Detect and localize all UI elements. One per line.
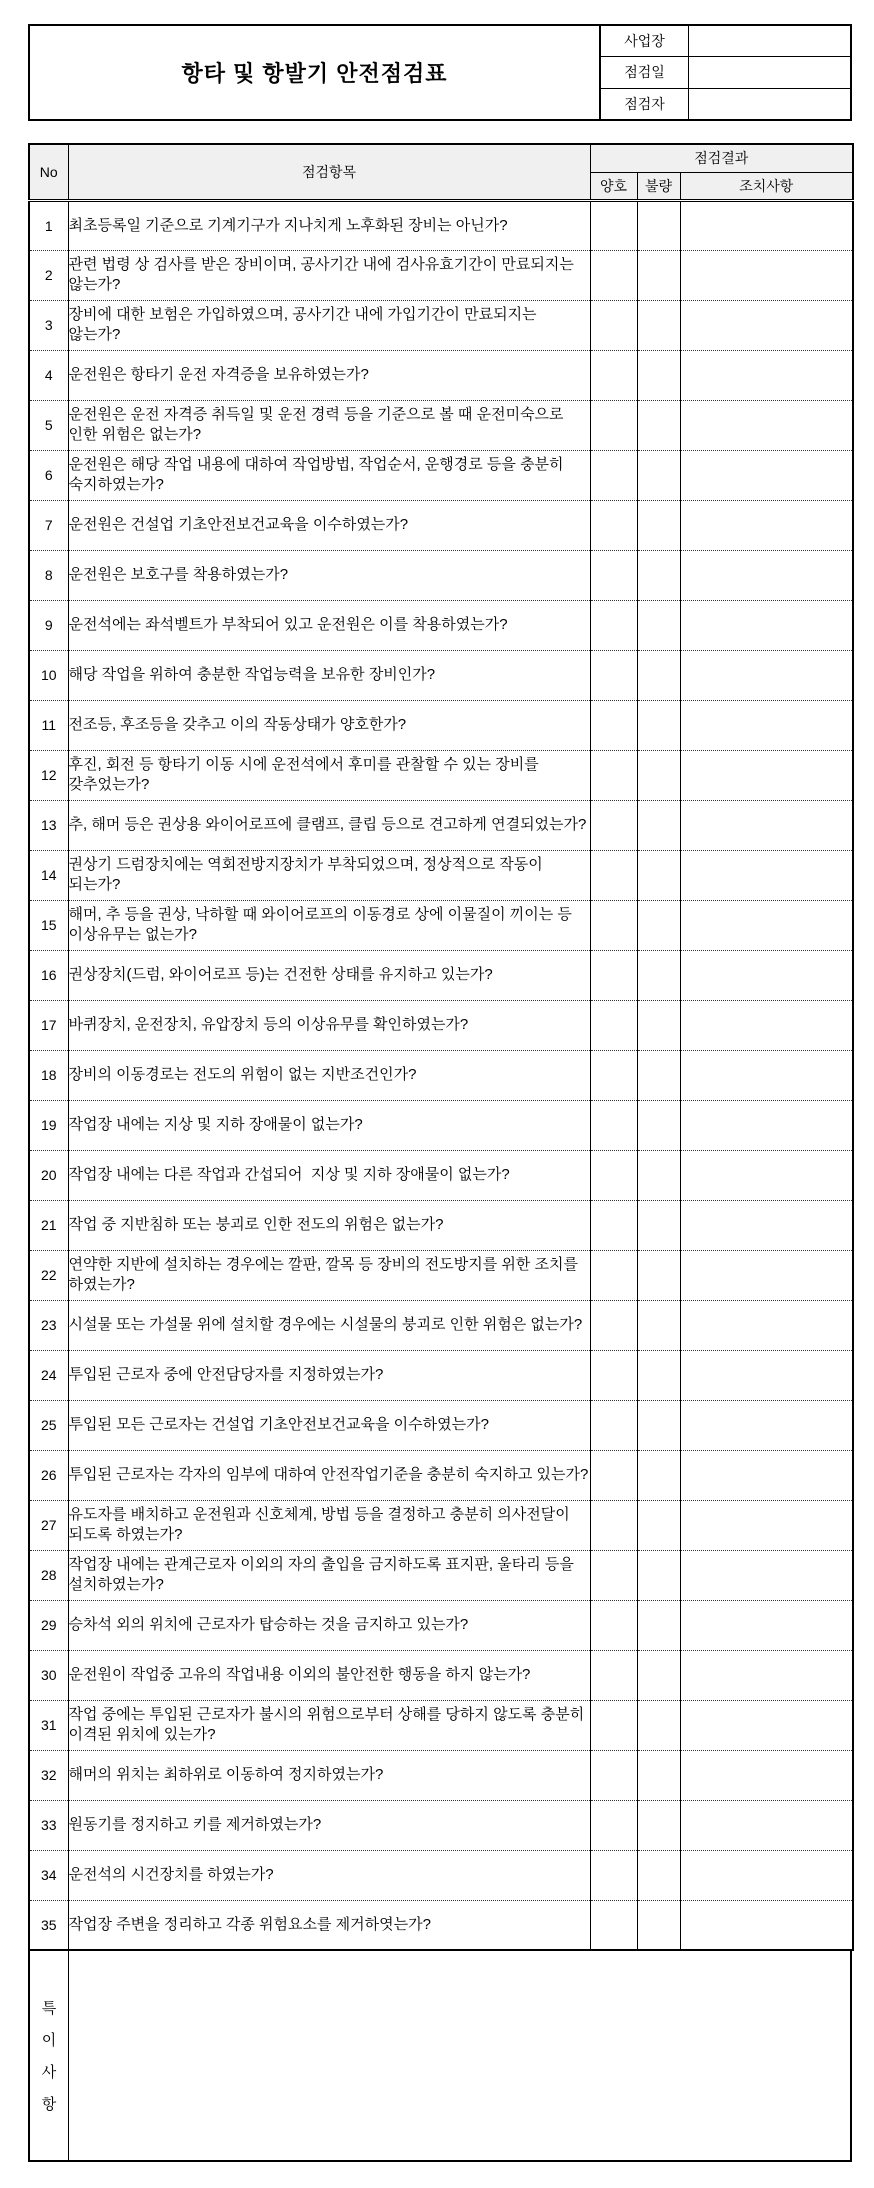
good-cell[interactable] <box>590 800 637 850</box>
checklist-row <box>29 1200 853 1250</box>
action-cell[interactable] <box>680 1500 853 1550</box>
good-cell[interactable] <box>590 1650 637 1700</box>
action-cell[interactable] <box>680 1700 853 1750</box>
good-cell[interactable] <box>590 250 637 300</box>
notes-box <box>28 1951 852 2162</box>
checklist-row <box>29 350 853 400</box>
checklist-row <box>29 600 853 650</box>
action-cell[interactable] <box>680 1350 853 1400</box>
bad-cell[interactable] <box>637 950 680 1000</box>
good-cell[interactable] <box>590 650 637 700</box>
good-cell[interactable] <box>590 300 637 350</box>
bad-cell[interactable] <box>637 700 680 750</box>
row-item: 작업장 내에는 관계근로자 이외의 자의 출입을 금지하도록 표지판, 울타리 등을 설치하였는가? <box>68 1550 590 1600</box>
checklist-row <box>29 750 853 800</box>
inspection-date-field <box>601 57 850 88</box>
row-item: 전조등, 후조등을 갖추고 이의 작동상태가 양호한가? <box>68 700 590 750</box>
good-cell[interactable] <box>590 1050 637 1100</box>
checklist-body <box>29 200 853 1950</box>
row-no: 4 <box>29 350 68 400</box>
bad-cell[interactable] <box>637 1850 680 1900</box>
good-cell[interactable] <box>590 1750 637 1800</box>
row-item: 작업 중 지반침하 또는 붕괴로 인한 전도의 위험은 없는가? <box>68 1200 590 1250</box>
row-no: 7 <box>29 500 68 550</box>
checklist-row <box>29 1600 853 1650</box>
good-cell[interactable] <box>590 1300 637 1350</box>
row-item: 승차석 외의 위치에 근로자가 탑승하는 것을 금지하고 있는가? <box>68 1600 590 1650</box>
action-cell[interactable] <box>680 1800 853 1850</box>
checklist-row <box>29 700 853 750</box>
action-cell[interactable] <box>680 900 853 950</box>
good-cell[interactable] <box>590 1550 637 1600</box>
bad-cell[interactable] <box>637 1350 680 1400</box>
row-no: 33 <box>29 1800 68 1850</box>
checklist-row <box>29 400 853 450</box>
checklist-row <box>29 950 853 1000</box>
checklist-row <box>29 1150 853 1200</box>
row-no: 8 <box>29 550 68 600</box>
notes-label-char: 항 <box>41 2096 57 2113</box>
row-item: 원동기를 정지하고 키를 제거하였는가? <box>68 1800 590 1850</box>
row-no: 1 <box>29 200 68 250</box>
col-action: 조치사항 <box>680 172 853 200</box>
col-item: 점검항목 <box>68 144 590 200</box>
checklist-row <box>29 1250 853 1300</box>
bad-cell[interactable] <box>637 800 680 850</box>
checklist-section <box>28 143 852 2162</box>
action-cell[interactable] <box>680 800 853 850</box>
row-item: 운전원이 작업중 고유의 작업내용 이외의 불안전한 행동을 하지 않는가? <box>68 1650 590 1700</box>
bad-cell[interactable] <box>637 450 680 500</box>
action-cell[interactable] <box>680 650 853 700</box>
row-item: 연약한 지반에 설치하는 경우에는 깔판, 깔목 등 장비의 전도방지를 위한 조치를 하였는가? <box>68 1250 590 1300</box>
action-cell[interactable] <box>680 1050 853 1100</box>
row-item: 운전원은 운전 자격증 취득일 및 운전 경력 등을 기준으로 볼 때 운전미숙으로 인한 위험은 없는가? <box>68 400 590 450</box>
row-item: 작업장 내에는 지상 및 지하 장애물이 없는가? <box>68 1100 590 1150</box>
bad-cell[interactable] <box>637 1500 680 1550</box>
action-cell[interactable] <box>680 1150 853 1200</box>
row-no: 9 <box>29 600 68 650</box>
workplace-label: 사업장 <box>601 26 689 56</box>
good-cell[interactable] <box>590 1800 637 1850</box>
action-cell[interactable] <box>680 1250 853 1300</box>
col-no: No <box>29 144 68 200</box>
bad-cell[interactable] <box>637 1200 680 1250</box>
notes-label-char: 특 <box>41 2000 57 2017</box>
row-no: 17 <box>29 1000 68 1050</box>
good-cell[interactable] <box>590 1450 637 1500</box>
col-bad: 불량 <box>637 172 680 200</box>
row-item: 해머의 위치는 최하위로 이동하여 정지하였는가? <box>68 1750 590 1800</box>
good-cell[interactable] <box>590 1400 637 1450</box>
row-no: 11 <box>29 700 68 750</box>
row-no: 27 <box>29 1500 68 1550</box>
checklist-row <box>29 1800 853 1850</box>
bad-cell[interactable] <box>637 1550 680 1600</box>
bad-cell[interactable] <box>637 1050 680 1100</box>
action-cell[interactable] <box>680 1550 853 1600</box>
good-cell[interactable] <box>590 200 637 250</box>
row-item: 운전원은 보호구를 착용하였는가? <box>68 550 590 600</box>
row-no: 24 <box>29 1350 68 1400</box>
row-no: 3 <box>29 300 68 350</box>
bad-cell[interactable] <box>637 1450 680 1500</box>
bad-cell[interactable] <box>637 600 680 650</box>
checklist-row <box>29 250 853 300</box>
checklist-row <box>29 1900 853 1950</box>
checklist-row <box>29 450 853 500</box>
bad-cell[interactable] <box>637 1750 680 1800</box>
row-no: 19 <box>29 1100 68 1150</box>
row-no: 12 <box>29 750 68 800</box>
row-no: 15 <box>29 900 68 950</box>
row-item: 해당 작업을 위하여 충분한 작업능력을 보유한 장비인가? <box>68 650 590 700</box>
action-cell[interactable] <box>680 400 853 450</box>
bad-cell[interactable] <box>637 900 680 950</box>
checklist-row <box>29 1700 853 1750</box>
bad-cell[interactable] <box>637 1150 680 1200</box>
row-item: 장비의 이동경로는 전도의 위험이 없는 지반조건인가? <box>68 1050 590 1100</box>
col-result-group: 점검결과 <box>590 144 853 172</box>
safety-checklist-table <box>28 143 854 1951</box>
row-item: 해머, 추 등을 권상, 낙하할 때 와이어로프의 이동경로 상에 이물질이 끼이는 등 이상유무는 없는가? <box>68 900 590 950</box>
good-cell[interactable] <box>590 700 637 750</box>
row-no: 23 <box>29 1300 68 1350</box>
workplace-value[interactable] <box>689 26 850 56</box>
action-cell[interactable] <box>680 1450 853 1500</box>
bad-cell[interactable] <box>637 550 680 600</box>
action-cell[interactable] <box>680 1600 853 1650</box>
row-item: 투입된 모든 근로자는 건설업 기초안전보건교육을 이수하였는가? <box>68 1400 590 1450</box>
checklist-row <box>29 1350 853 1400</box>
good-cell[interactable] <box>590 1000 637 1050</box>
action-cell[interactable] <box>680 200 853 250</box>
checklist-row <box>29 1450 853 1500</box>
header-box <box>28 24 852 121</box>
row-item: 운전석에는 좌석벨트가 부착되어 있고 운전원은 이를 착용하였는가? <box>68 600 590 650</box>
good-cell[interactable] <box>590 900 637 950</box>
row-item: 유도자를 배치하고 운전원과 신호체계, 방법 등을 결정하고 충분히 의사전달이 되도록 하였는가? <box>68 1500 590 1550</box>
row-no: 35 <box>29 1900 68 1950</box>
row-item: 투입된 근로자는 각자의 임부에 대하여 안전작업기준을 충분히 숙지하고 있는가? <box>68 1450 590 1500</box>
action-cell[interactable] <box>680 950 853 1000</box>
workplace-field <box>601 26 850 57</box>
row-item: 작업장 주변을 정리하고 각종 위험요소를 제거하엿는가? <box>68 1900 590 1950</box>
row-item: 운전원은 해당 작업 내용에 대하여 작업방법, 작업순서, 운행경로 등을 충분히 숙지하였는가? <box>68 450 590 500</box>
action-cell[interactable] <box>680 450 853 500</box>
bad-cell[interactable] <box>637 200 680 250</box>
checklist-row <box>29 1500 853 1550</box>
row-no: 25 <box>29 1400 68 1450</box>
bad-cell[interactable] <box>637 1600 680 1650</box>
action-cell[interactable] <box>680 1100 853 1150</box>
good-cell[interactable] <box>590 850 637 900</box>
bad-cell[interactable] <box>637 500 680 550</box>
action-cell[interactable] <box>680 350 853 400</box>
checklist-row <box>29 850 853 900</box>
checklist-row <box>29 300 853 350</box>
good-cell[interactable] <box>590 550 637 600</box>
row-no: 13 <box>29 800 68 850</box>
checklist-row <box>29 1750 853 1800</box>
checklist-row <box>29 200 853 250</box>
checklist-row <box>29 1100 853 1150</box>
bad-cell[interactable] <box>637 1650 680 1700</box>
row-item: 작업 중에는 투입된 근로자가 불시의 위험으로부터 상해를 당하지 않도록 충분히 이격된 위치에 있는가? <box>68 1700 590 1750</box>
good-cell[interactable] <box>590 750 637 800</box>
row-no: 22 <box>29 1250 68 1300</box>
good-cell[interactable] <box>590 350 637 400</box>
row-no: 28 <box>29 1550 68 1600</box>
action-cell[interactable] <box>680 1400 853 1450</box>
good-cell[interactable] <box>590 500 637 550</box>
good-cell[interactable] <box>590 1250 637 1300</box>
checklist-row <box>29 1850 853 1900</box>
action-cell[interactable] <box>680 250 853 300</box>
notes-content[interactable] <box>69 1951 850 2160</box>
bad-cell[interactable] <box>637 250 680 300</box>
form-title: 항타 및 항발기 안전점검표 <box>181 61 448 86</box>
good-cell[interactable] <box>590 400 637 450</box>
checklist-row <box>29 1650 853 1700</box>
notes-label-char: 사 <box>41 2064 57 2081</box>
row-item: 장비에 대한 보험은 가입하였으며, 공사기간 내에 가입기간이 만료되지는 않는가? <box>68 300 590 350</box>
row-no: 26 <box>29 1450 68 1500</box>
action-cell[interactable] <box>680 1750 853 1800</box>
row-no: 16 <box>29 950 68 1000</box>
header-fields <box>599 26 850 119</box>
bad-cell[interactable] <box>637 350 680 400</box>
row-item: 운전원은 건설업 기초안전보건교육을 이수하였는가? <box>68 500 590 550</box>
checklist-row <box>29 1000 853 1050</box>
good-cell[interactable] <box>590 1200 637 1250</box>
bad-cell[interactable] <box>637 1400 680 1450</box>
action-cell[interactable] <box>680 700 853 750</box>
col-good: 양호 <box>590 172 637 200</box>
checklist-row <box>29 900 853 950</box>
checklist-row <box>29 650 853 700</box>
bad-cell[interactable] <box>637 1100 680 1150</box>
good-cell[interactable] <box>590 1600 637 1650</box>
good-cell[interactable] <box>590 1700 637 1750</box>
action-cell[interactable] <box>680 1000 853 1050</box>
row-item: 운전석의 시건장치를 하였는가? <box>68 1850 590 1900</box>
bad-cell[interactable] <box>637 1300 680 1350</box>
good-cell[interactable] <box>590 950 637 1000</box>
row-no: 14 <box>29 850 68 900</box>
good-cell[interactable] <box>590 450 637 500</box>
inspection-date-label: 점검일 <box>601 57 689 87</box>
bad-cell[interactable] <box>637 1250 680 1300</box>
checklist-row <box>29 550 853 600</box>
bad-cell[interactable] <box>637 1000 680 1050</box>
bad-cell[interactable] <box>637 400 680 450</box>
inspector-field <box>601 89 850 119</box>
row-item: 후진, 회전 등 항타기 이동 시에 운전석에서 후미를 관찰할 수 있는 장비를 갖추었는가? <box>68 750 590 800</box>
inspector-label: 점검자 <box>601 89 689 119</box>
row-item: 추, 해머 등은 권상용 와이어로프에 클램프, 클립 등으로 견고하게 연결되었는가? <box>68 800 590 850</box>
good-cell[interactable] <box>590 1850 637 1900</box>
bad-cell[interactable] <box>637 750 680 800</box>
good-cell[interactable] <box>590 1500 637 1550</box>
row-item: 운전원은 항타기 운전 자격증을 보유하였는가? <box>68 350 590 400</box>
action-cell[interactable] <box>680 850 853 900</box>
bad-cell[interactable] <box>637 1800 680 1850</box>
checklist-row <box>29 1050 853 1100</box>
action-cell[interactable] <box>680 600 853 650</box>
row-no: 32 <box>29 1750 68 1800</box>
checklist-row <box>29 1300 853 1350</box>
row-item: 권상장치(드럼, 와이어로프 등)는 건전한 상태를 유지하고 있는가? <box>68 950 590 1000</box>
action-cell[interactable] <box>680 500 853 550</box>
good-cell[interactable] <box>590 600 637 650</box>
row-no: 21 <box>29 1200 68 1250</box>
row-no: 29 <box>29 1600 68 1650</box>
row-no: 2 <box>29 250 68 300</box>
row-no: 18 <box>29 1050 68 1100</box>
action-cell[interactable] <box>680 1200 853 1250</box>
good-cell[interactable] <box>590 1100 637 1150</box>
row-no: 10 <box>29 650 68 700</box>
row-item: 바퀴장치, 운전장치, 유압장치 등의 이상유무를 확인하였는가? <box>68 1000 590 1050</box>
checklist-row <box>29 500 853 550</box>
action-cell[interactable] <box>680 1300 853 1350</box>
inspector-value[interactable] <box>689 89 850 119</box>
row-item: 최초등록일 기준으로 기계기구가 지나치게 노후화된 장비는 아닌가? <box>68 200 590 250</box>
action-cell[interactable] <box>680 300 853 350</box>
checklist-row <box>29 800 853 850</box>
bad-cell[interactable] <box>637 1700 680 1750</box>
row-item: 작업장 내에는 다른 작업과 간섭되어 지상 및 지하 장애물이 없는가? <box>68 1150 590 1200</box>
row-no: 5 <box>29 400 68 450</box>
notes-label <box>30 1951 69 2160</box>
good-cell[interactable] <box>590 1900 637 1950</box>
row-no: 30 <box>29 1650 68 1700</box>
action-cell[interactable] <box>680 550 853 600</box>
bad-cell[interactable] <box>637 850 680 900</box>
bad-cell[interactable] <box>637 300 680 350</box>
checklist-row <box>29 1400 853 1450</box>
checklist-row <box>29 1550 853 1600</box>
row-item: 권상기 드럼장치에는 역회전방지장치가 부착되었으며, 정상적으로 작동이 되는가? <box>68 850 590 900</box>
row-item: 시설물 또는 가설물 위에 설치할 경우에는 시설물의 붕괴로 인한 위험은 없는가? <box>68 1300 590 1350</box>
row-no: 6 <box>29 450 68 500</box>
notes-label-char: 이 <box>41 2032 57 2049</box>
good-cell[interactable] <box>590 1350 637 1400</box>
good-cell[interactable] <box>590 1150 637 1200</box>
bad-cell[interactable] <box>637 1900 680 1950</box>
row-item: 투입된 근로자 중에 안전담당자를 지정하였는가? <box>68 1350 590 1400</box>
bad-cell[interactable] <box>637 650 680 700</box>
action-cell[interactable] <box>680 1900 853 1950</box>
action-cell[interactable] <box>680 1850 853 1900</box>
row-no: 31 <box>29 1700 68 1750</box>
row-no: 20 <box>29 1150 68 1200</box>
row-item: 관련 법령 상 검사를 받은 장비이며, 공사기간 내에 검사유효기간이 만료되지는 않는가? <box>68 250 590 300</box>
action-cell[interactable] <box>680 1650 853 1700</box>
row-no: 34 <box>29 1850 68 1900</box>
action-cell[interactable] <box>680 750 853 800</box>
inspection-date-value[interactable] <box>689 57 850 87</box>
